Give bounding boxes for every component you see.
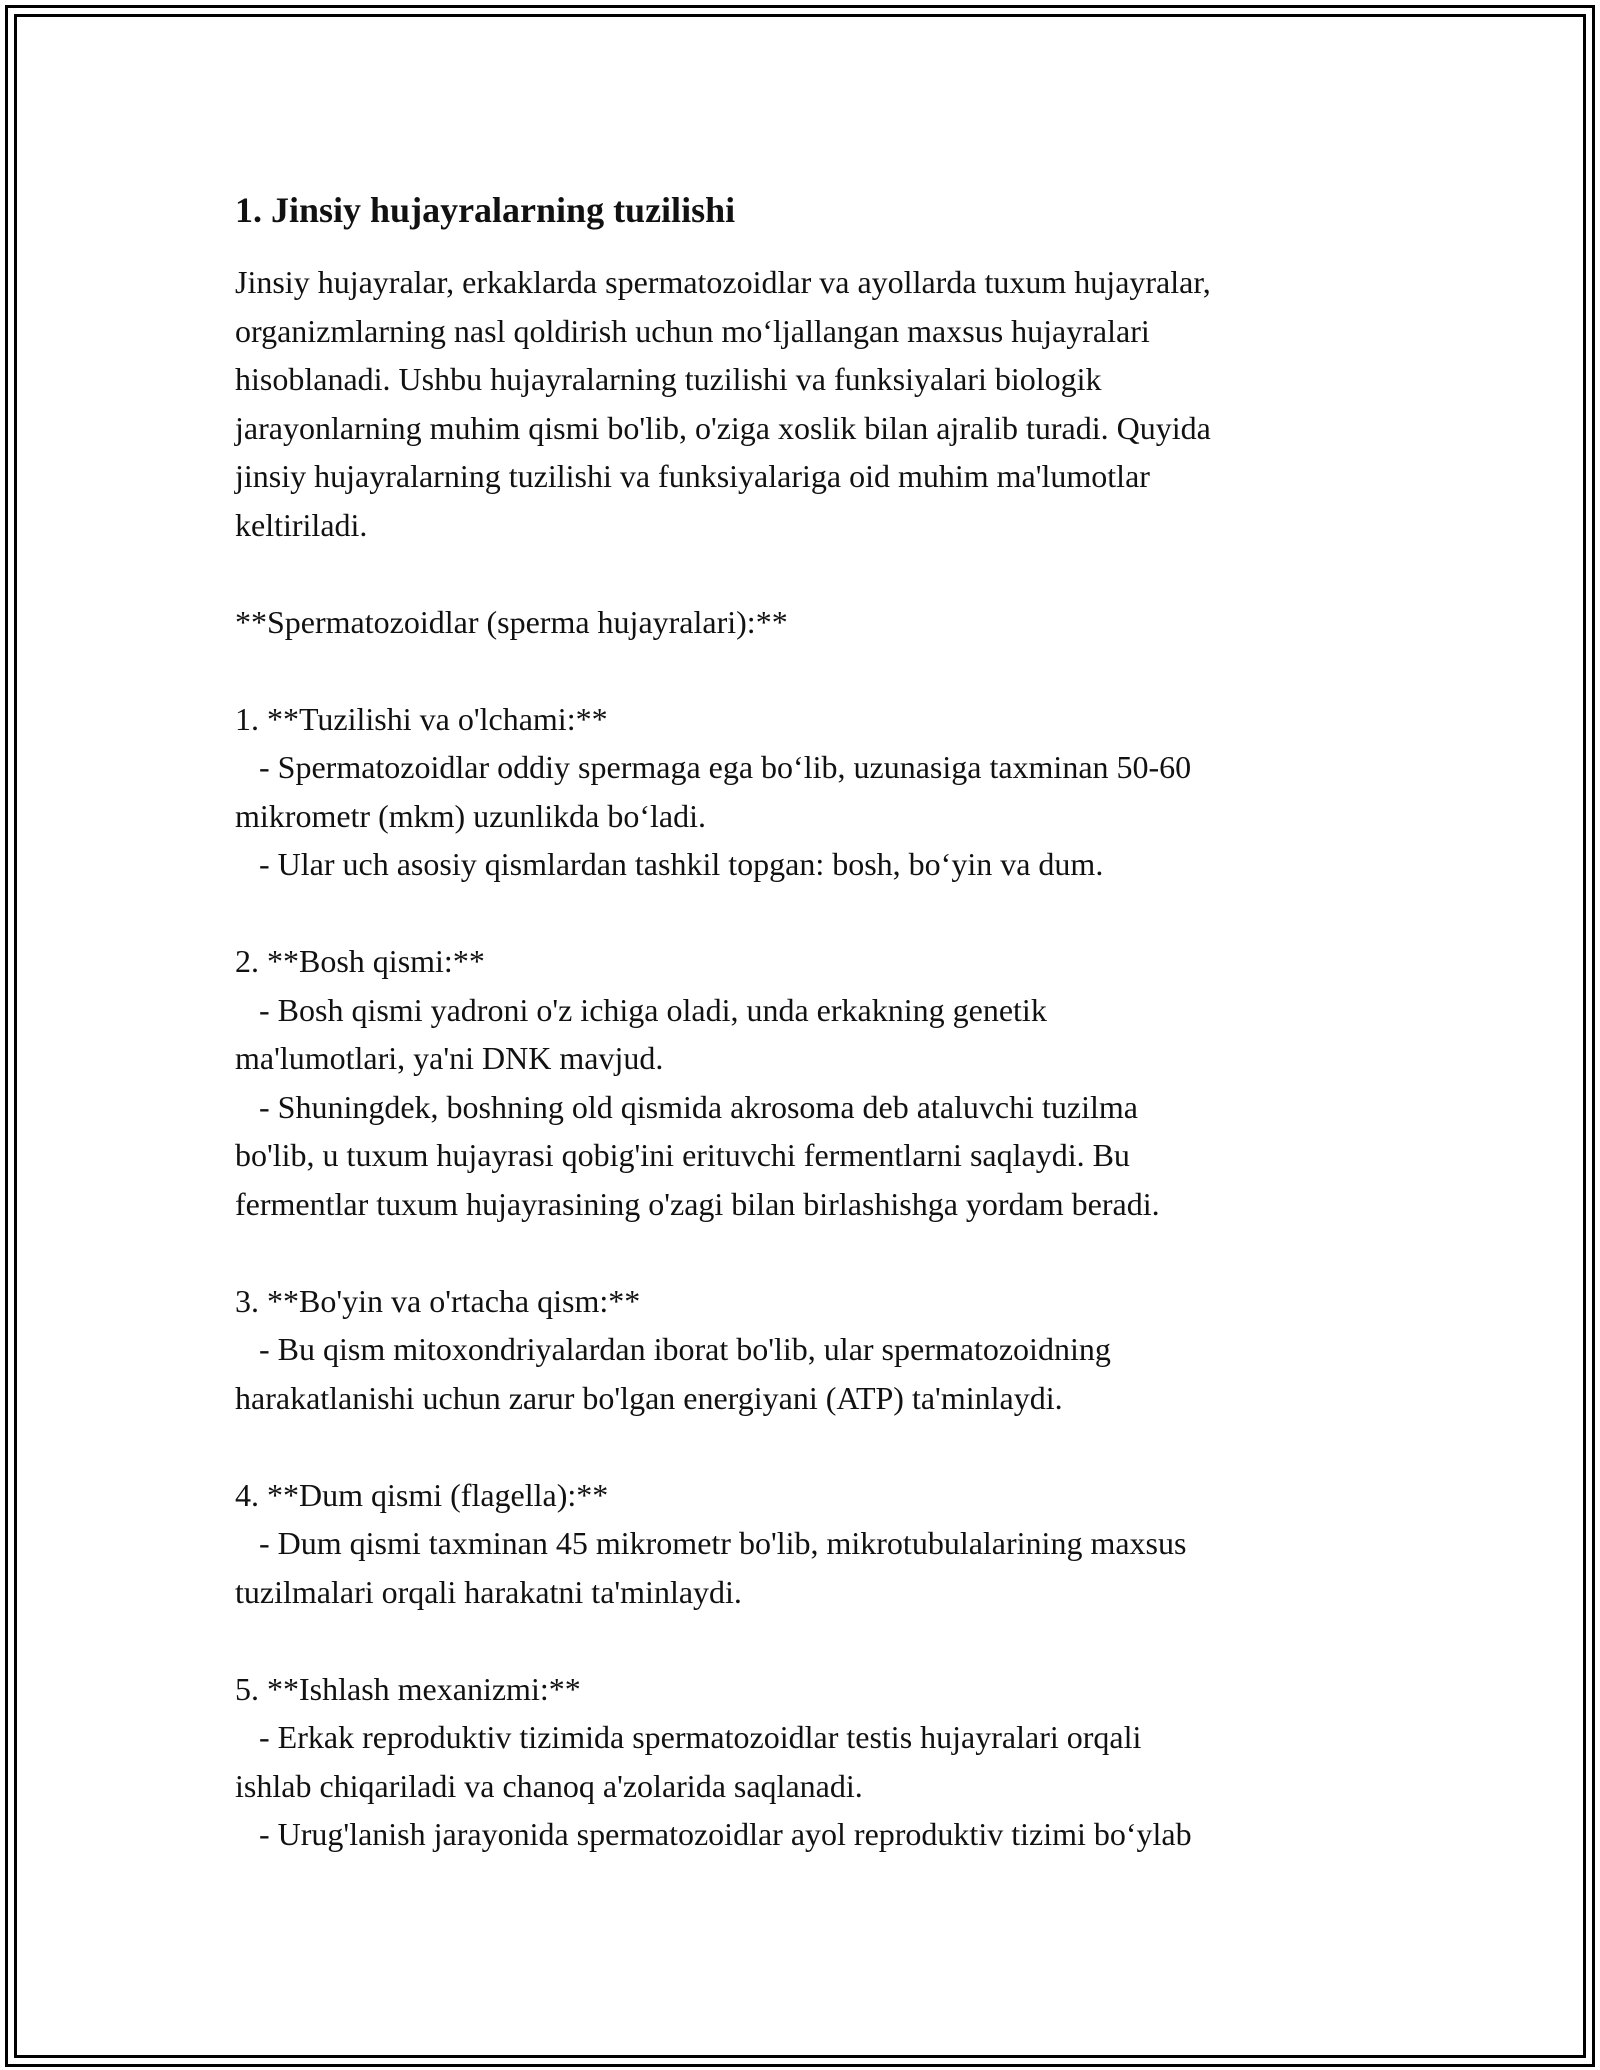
page-title: 1. Jinsiy hujayralarning tuzilishi: [235, 190, 736, 230]
paragraph-gap: [235, 646, 1375, 695]
section-body-1: - Spermatozoidlar oddiy spermaga ega bo‘lib, uzunasiga taxminan 50-60 mikrometr (mkm) uzunlikda bo‘ladi. - Ular uch asosiy qismlardan tashkil topgan: bosh, bo‘yin va dum.: [235, 749, 1192, 882]
document-content: [235, 186, 1375, 1859]
paragraph-gap: [235, 889, 1375, 938]
section-title-5: 5. **Ishlash mexanizmi:**: [235, 1670, 581, 1707]
paragraph-gap: [235, 1422, 1375, 1471]
paragraph-gap: [235, 1228, 1375, 1277]
section-body-3: - Bu qism mitoxondriyalardan iborat bo'lib, ular spermatozoidning harakatlanishi uchun zarur bo'lgan energiyani (ATP) ta'minlaydi.: [235, 1331, 1111, 1416]
section-body-5: - Erkak reproduktiv tizimida spermatozoidlar testis hujayralari orqali ishlab chiqariladi va chanoq a'zolarida saqlanadi. - Urug'lanish jarayonida spermatozoidlar ayol reproduktiv tizimi bo‘ylab: [235, 1719, 1192, 1852]
section-title-3: 3. **Bo'yin va o'rtacha qism:**: [235, 1282, 641, 1319]
section-title-4: 4. **Dum qismi (flagella):**: [235, 1476, 609, 1513]
section-title-1: 1. **Tuzilishi va o'lchami:**: [235, 700, 608, 737]
section-body-2: - Bosh qismi yadroni o'z ichiga oladi, unda erkakning genetik ma'lumotlari, ya'ni DNK mavjud. - Shuningdek, boshning old qismida akrosoma deb ataluvchi tuzilma bo'lib, u tuxum hujayrasi qobig'ini erituvchi fermentlarni saqlaydi. Bu fermentlar tuxum hujayrasining o'zagi bilan birlashishga yordam beradi.: [235, 991, 1160, 1222]
subheading: **Spermatozoidlar (sperma hujayralari):**: [235, 603, 788, 640]
intro-paragraph: Jinsiy hujayralar, erkaklarda spermatozoidlar va ayollarda tuxum hujayralar, organizmlarning nasl qoldirish uchun mo‘ljallangan maxsus hujayralari hisoblanadi. Ushbu hujayralarning tuzilishi va funksiyalari biologik jarayonlarning muhim qismi bo'lib, o'ziga xoslik bilan ajralib turadi. Quyida jinsiy hujayralarning tuzilishi va funksiyalariga oid muhim ma'lumotlar keltiriladi.: [235, 264, 1211, 543]
paragraph-gap: [235, 1616, 1375, 1665]
paragraph-gap: [235, 549, 1375, 598]
section-title-2: 2. **Bosh qismi:**: [235, 943, 485, 979]
section-body-4: - Dum qismi taxminan 45 mikrometr bo'lib, mikrotubulalarining maxsus tuzilmalari orqali harakatni ta'minlaydi.: [235, 1525, 1187, 1610]
